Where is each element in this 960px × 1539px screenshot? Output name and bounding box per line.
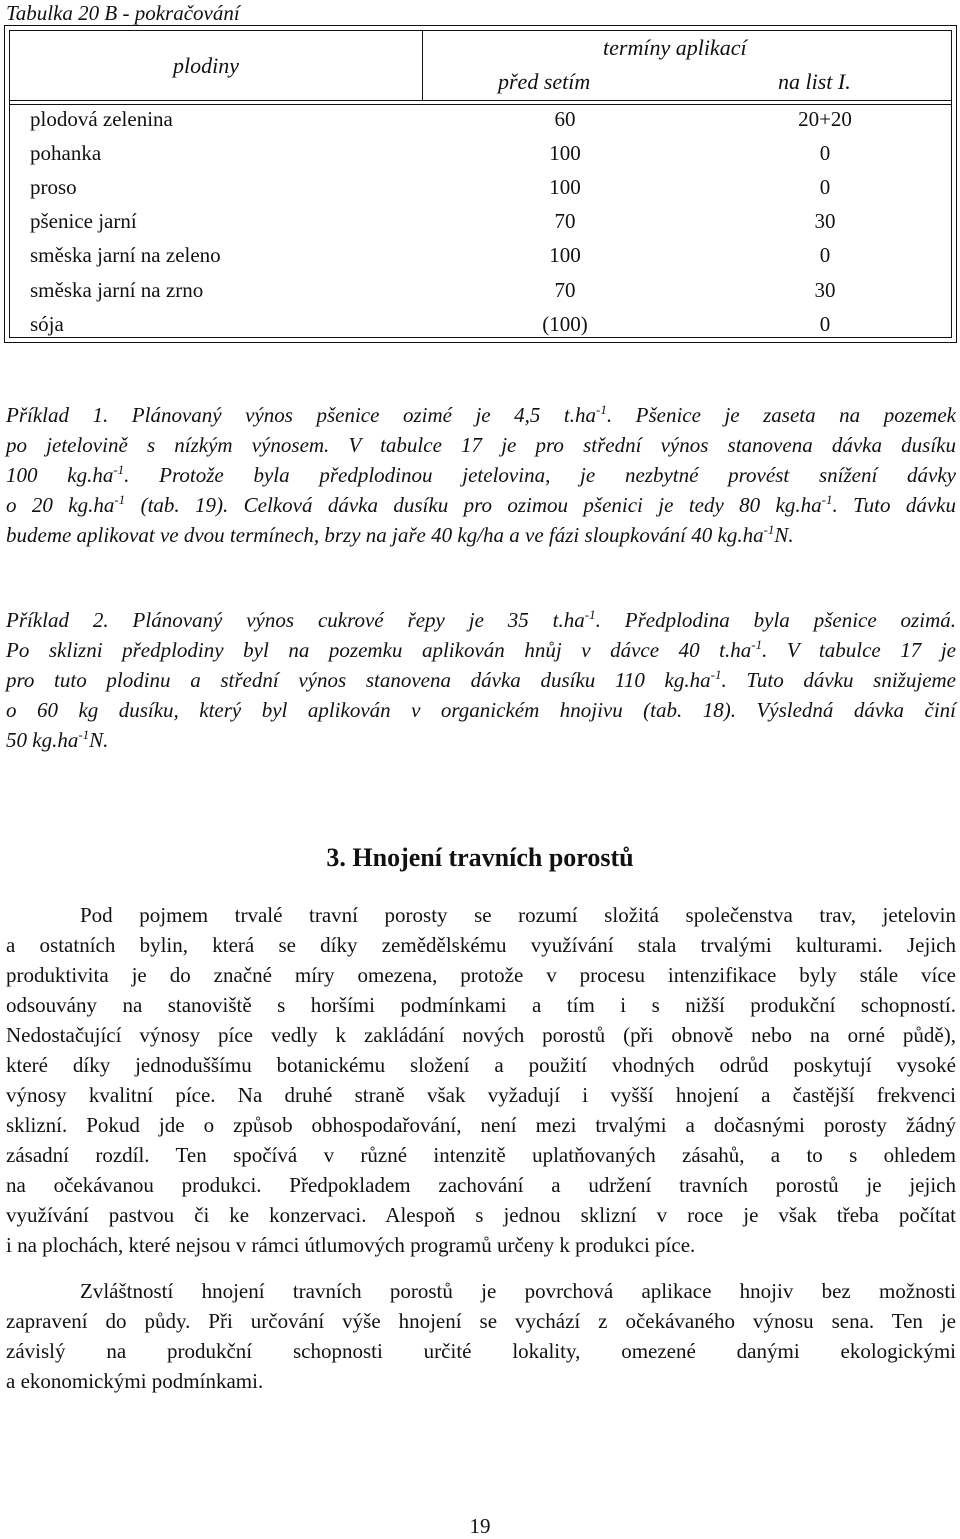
- text-span: N.: [89, 728, 109, 752]
- example-2-paragraph: [6, 605, 956, 755]
- cell-first-leaf: 30: [814, 209, 836, 233]
- paragraph-line: Zvláštností hnojení travních porostů je povrchová aplikace hnojiv bez možnosti: [80, 1279, 956, 1303]
- text-span: . Tuto dávku snižujeme: [721, 668, 956, 692]
- paragraph-line: a ostatních bylin, která se díky zemědělskému využívání stala trvalými kulturami. Jejich: [6, 933, 956, 957]
- cell-crop: plodová zelenina: [30, 107, 173, 131]
- cell-before-sowing: 70: [554, 278, 576, 302]
- paragraph-line: výnosy kvalitní píce. Na druhé straně však vyžadují i vyšší hnojení a častější frekvenci: [6, 1083, 956, 1107]
- paragraph-line: i na plochách, které nejsou v rámci útlumových programů určeny k produkci píce.: [6, 1233, 696, 1257]
- text-span: . Pšenice je zaseta na pozemek: [606, 403, 956, 427]
- paragraph-line: Pod pojmem trvalé travní porosty se rozumí složitá společenstva trav, jetelovin: [80, 903, 956, 927]
- cell-before-sowing: 100: [549, 141, 581, 165]
- header-application-terms: termíny aplikací: [603, 35, 747, 60]
- text-span: 50 kg.ha: [6, 728, 79, 752]
- paragraph-line: zapravení do půdy. Při určování výše hnojení se vychází z očekávaného výnosu sena. Ten je: [6, 1309, 956, 1333]
- text-span: Příklad 1. Plánovaný výnos pšenice ozimé je 4,5 t.ha: [6, 403, 597, 427]
- text-span: po jetelovině s nízkým výnosem. V tabulce 17 je pro střední výnos stanovena dávka dusíku: [6, 433, 956, 457]
- text-span: pro tuto plodinu a střední výnos stanovena dávka dusíku 110 kg.ha: [6, 668, 711, 692]
- body-paragraph-2: [6, 1276, 956, 1396]
- cell-crop: směska jarní na zeleno: [30, 243, 221, 267]
- cell-crop: proso: [30, 175, 77, 199]
- text-span: . Předplodina byla pšenice ozimá.: [595, 608, 956, 632]
- text-span: o 60 kg dusíku, který byl aplikován v organickém hnojivu (tab. 18). Výsledná dávka činí: [6, 698, 956, 722]
- paragraph-line: využívání pastvou či ke konzervaci. Alespoň s jednou sklizní v roce je však třeba počítat: [6, 1203, 956, 1227]
- superscript: -1: [113, 462, 125, 477]
- text-span: N.: [774, 523, 794, 547]
- header-first-leaf: na list I.: [778, 69, 851, 94]
- cell-first-leaf: 20+20: [798, 107, 852, 131]
- paragraph-line: produktivita je do značné míry omezena, protože v procesu intenzifikace byly stále více: [6, 963, 956, 987]
- example-1-paragraph: [6, 400, 956, 550]
- text-span: . Protože byla předplodinou jetelovina, je nezbytné provést snížení dávky: [124, 463, 956, 487]
- text-span: 100 kg.ha: [6, 463, 114, 487]
- superscript: -1: [751, 637, 763, 652]
- paragraph-line: sklizní. Pokud jde o způsob obhospodařování, není mezi trvalými a dočasnými porosty žádný: [6, 1113, 956, 1137]
- cell-before-sowing: 70: [554, 209, 576, 233]
- table-header-rule: [9, 100, 952, 101]
- cell-crop: pohanka: [30, 141, 102, 165]
- text-span: o 20 kg.ha: [6, 493, 115, 517]
- cell-first-leaf: 0: [819, 175, 831, 199]
- section-heading: 3. Hnojení travních porostů: [326, 843, 634, 872]
- paragraph-line: zásadní rozdíl. Ten spočívá v různé intenzitě uplatňovaných zásahů, a to s ohledem: [6, 1143, 956, 1167]
- text-span: . V tabulce 17 je: [762, 638, 956, 662]
- superscript: -1: [710, 667, 722, 682]
- superscript: -1: [763, 522, 775, 537]
- cell-first-leaf: 0: [819, 243, 831, 267]
- text-span: Příklad 2. Plánovaný výnos cukrové řepy je 35 t.ha: [6, 608, 585, 632]
- superscript: -1: [584, 607, 596, 622]
- page-number: 19: [469, 1514, 491, 1538]
- text-span: (tab. 19). Celková dávka dusíku pro ozimou pšenici je tedy 80 kg.ha: [125, 493, 822, 517]
- cell-before-sowing: 60: [554, 107, 576, 131]
- cell-first-leaf: 30: [814, 278, 836, 302]
- paragraph-line: odsouvány na stanoviště s horšími podmínkami a tím i s nižší produkční schopností.: [6, 993, 956, 1017]
- text-span: budeme aplikovat ve dvou termínech, brzy na jaře 40 kg/ha a ve fázi sloupkování 40 kg.ha: [6, 523, 764, 547]
- superscript: -1: [114, 492, 126, 507]
- cell-before-sowing: (100): [542, 312, 588, 336]
- body-paragraph-1: [6, 900, 956, 1260]
- superscript: -1: [596, 402, 607, 417]
- text-span: . Tuto dávku: [832, 493, 956, 517]
- paragraph-line: závislý na produkční schopnosti určité lokality, omezené danými ekologickými: [6, 1339, 956, 1363]
- header-before-sowing: před setím: [498, 69, 591, 94]
- cell-crop: sója: [30, 312, 64, 336]
- cell-before-sowing: 100: [549, 243, 581, 267]
- cell-crop: směska jarní na zrno: [30, 278, 204, 302]
- table-header-rule: [9, 104, 952, 105]
- cell-first-leaf: 0: [819, 312, 831, 336]
- superscript: -1: [821, 492, 833, 507]
- text-span: Po sklizni předplodiny byl na pozemku aplikován hnůj v dávce 40 t.ha: [6, 638, 752, 662]
- cell-crop: pšenice jarní: [30, 209, 137, 233]
- superscript: -1: [78, 727, 90, 742]
- paragraph-line: na očekávanou produkci. Předpokladem zachování a udržení travních porostů je jejich: [6, 1173, 956, 1197]
- cell-before-sowing: 100: [549, 175, 581, 199]
- header-crops: plodiny: [173, 53, 239, 78]
- paragraph-line: a ekonomickými podmínkami.: [6, 1369, 264, 1393]
- cell-first-leaf: 0: [819, 141, 831, 165]
- table-header-divider: [422, 30, 423, 100]
- table-caption: Tabulka 20 B - pokračování: [6, 1, 240, 25]
- paragraph-line: které díky jednoduššímu botanickému složení a použití vhodných odrůd poskytují vysoké: [6, 1053, 956, 1077]
- paragraph-line: Nedostačující výnosy píce vedly k zakládání nových porostů (při obnově nebo na orné půdě),: [6, 1023, 956, 1047]
